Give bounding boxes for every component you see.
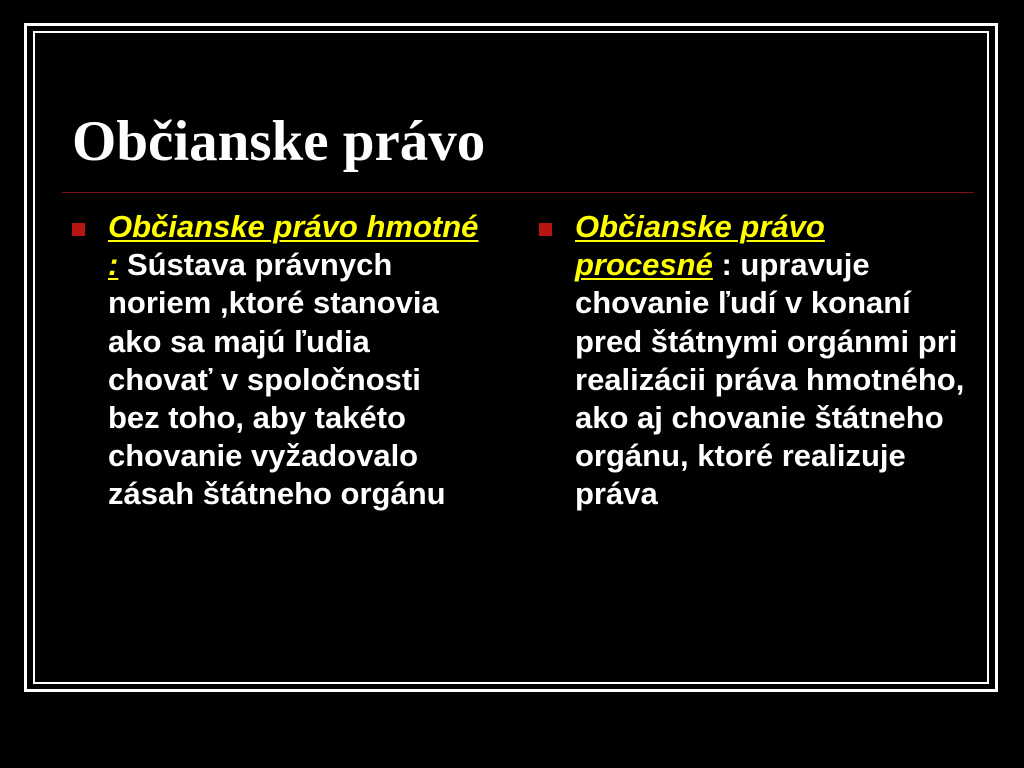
- bullet-text: : upravuje chovanie ľudí v konaní pred štátnymi orgánmi pri realizácii práva hmotného, ako aj chovanie štátneho orgánu, ktoré realizuje práva: [575, 247, 965, 512]
- slide-title: Občianske právo: [72, 110, 486, 173]
- bullet-text: Sústava právnych noriem ,ktoré stanovia ako sa majú ľudia chovať v spoločnosti bez toho, aby takéto chovanie vyžadovalo zásah štátneho orgánu: [108, 247, 446, 512]
- square-bullet-icon: [72, 223, 85, 236]
- bullet-item-procedural-law: [575, 208, 967, 514]
- title-divider: [62, 192, 974, 193]
- bullet-item-substantive-law: [108, 208, 480, 514]
- square-bullet-icon: [539, 223, 552, 236]
- bullet-term: Občianske právo hmotné :: [108, 209, 479, 283]
- bullet-term: Občianske právo procesné: [575, 209, 825, 283]
